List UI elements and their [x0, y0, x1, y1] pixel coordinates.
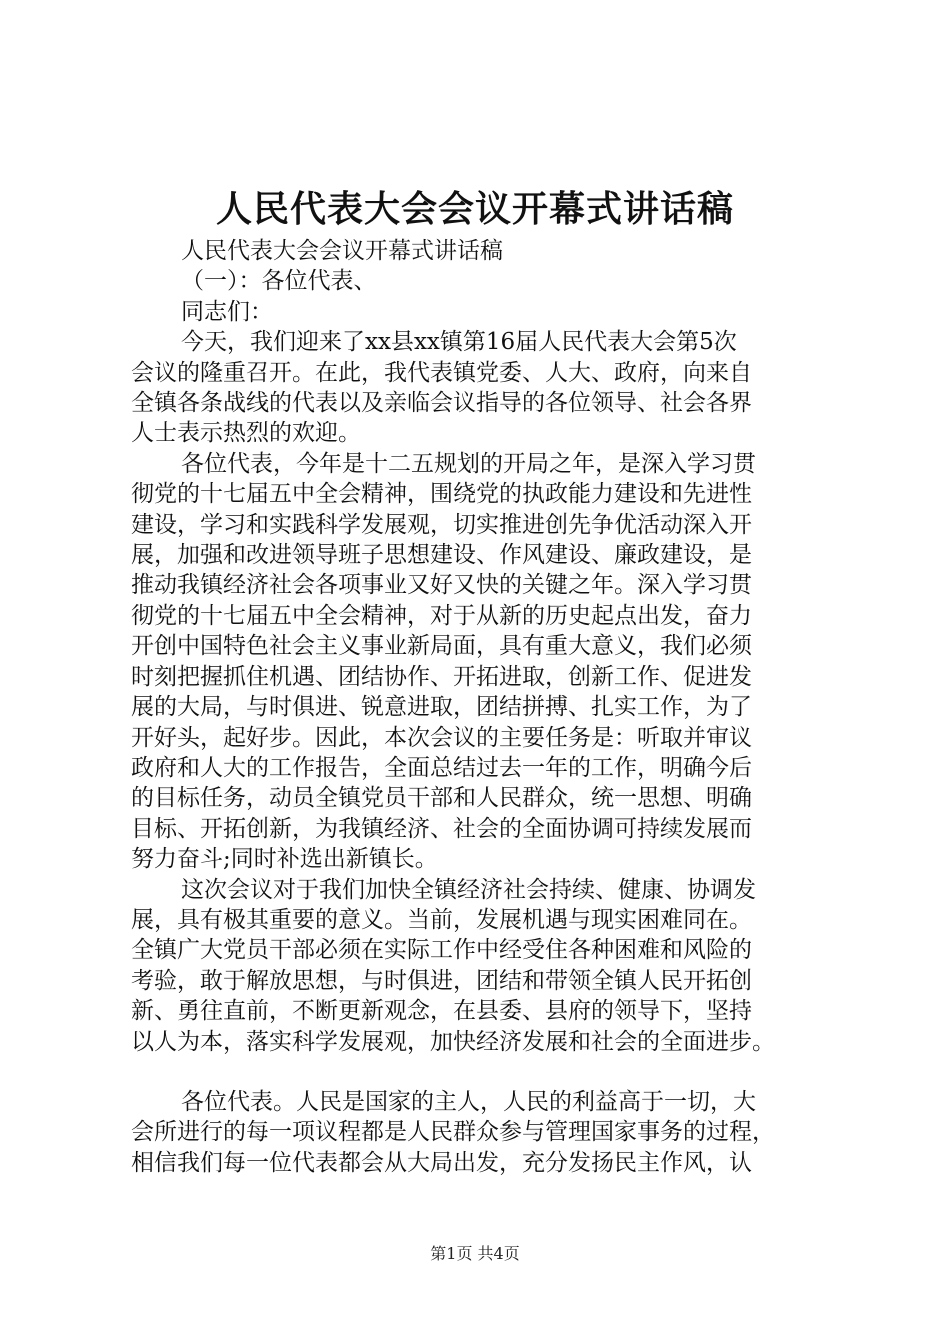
body-line: 这次会议对于我们加快全镇经济社会持续、健康、协调发: [181, 876, 756, 903]
body-line: 人民代表大会会议开幕式讲话稿: [181, 238, 503, 264]
document-title: 人民代表大会会议开幕式讲话稿: [215, 188, 734, 230]
body-line: 会所进行的每一项议程都是人民群众参与管理国家事务的过程，: [131, 1119, 775, 1146]
body-line: 会议的隆重召开。在此，我代表镇党委、人大、政府，向来自: [131, 359, 752, 386]
body-line: 的目标任务，动员全镇党员干部和人民群众，统一思想、明确: [131, 785, 752, 812]
body-line: 政府和人大的工作报告，全面总结过去一年的工作，明确今后: [131, 754, 752, 781]
body-line: 人士表示热烈的欢迎。: [131, 420, 361, 447]
body-line: 目标、开拓创新，为我镇经济、社会的全面协调可持续发展而: [131, 815, 752, 842]
body-line: 全镇各条战线的代表以及亲临会议指导的各位领导、社会各界: [131, 390, 752, 417]
body-line: 今天，我们迎来了xx县xx镇第16届人民代表大会第5次: [181, 329, 737, 356]
body-line: 努力奋斗;同时补选出新镇长。: [131, 846, 438, 873]
body-line: 建设，学习和实践科学发展观，切实推进创先争优活动深入开: [131, 511, 752, 538]
body-line: 展的大局，与时俱进、锐意进取，团结拼搏、扎实工作，为了: [131, 694, 752, 721]
body-line: 展，加强和改进领导班子思想建设、作风建设、廉政建设，是: [131, 542, 752, 569]
body-line: 开好头，起好步。因此，本次会议的主要任务是：听取并审议: [131, 724, 752, 751]
body-line: 各位代表。人民是国家的主人，人民的利益高于一切，大: [181, 1088, 756, 1115]
page-footer: 第1页 共4页: [430, 1244, 520, 1263]
body-line: 相信我们每一位代表都会从大局出发，充分发扬民主作风，认: [131, 1149, 752, 1176]
body-line: 彻党的十七届五中全会精神，对于从新的历史起点出发，奋力: [131, 602, 752, 629]
body-line: 以人为本，落实科学发展观，加快经济发展和社会的全面进步。: [131, 1028, 775, 1055]
body-line: 展，具有极其重要的意义。当前，发展机遇与现实困难同在。: [131, 906, 752, 933]
body-line: 彻党的十七届五中全会精神，围绕党的执政能力建设和先进性: [131, 481, 752, 508]
body-line: 开创中国特色社会主义事业新局面，具有重大意义，我们必须: [131, 633, 752, 660]
body-line: （一）：各位代表、: [181, 268, 377, 295]
body-line: 时刻把握抓住机遇、团结协作、开拓进取，创新工作、促进发: [131, 663, 752, 690]
paragraph-gap: [131, 1057, 827, 1087]
body-line: 新、勇往直前，不断更新观念，在县委、县府的领导下，坚持: [131, 998, 752, 1025]
body-line: 各位代表，今年是十二五规划的开局之年，是深入学习贯: [181, 450, 756, 477]
document-body: [131, 236, 827, 1178]
body-line: 全镇广大党员干部必须在实际工作中经受住各种困难和风险的: [131, 937, 752, 964]
body-line: 推动我镇经济社会各项事业又好又快的关键之年。深入学习贯: [131, 572, 752, 599]
body-line: 同志们：: [181, 298, 273, 325]
body-line: 考验，敢于解放思想，与时俱进，团结和带领全镇人民开拓创: [131, 967, 752, 994]
